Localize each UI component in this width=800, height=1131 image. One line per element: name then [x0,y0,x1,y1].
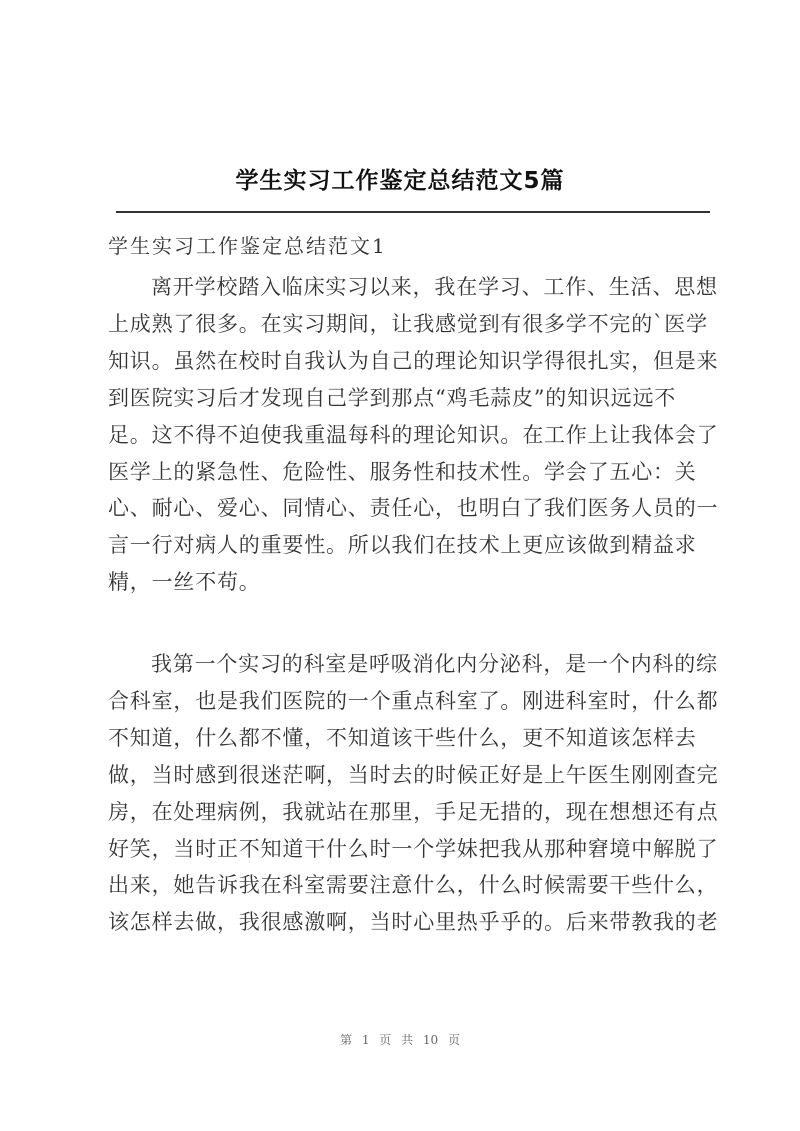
title-divider [116,211,710,213]
paragraph-line: 房，在处理病例，我就站在那里，手足无措的，现在想想还有点 [108,799,719,824]
paragraph-line: 出来，她告诉我在科室需要注意什么，什么时候需要干些什么， [108,873,719,898]
paragraph-line: 离开学校踏入临床实习以来，我在学习、工作、生活、思想 [151,275,718,299]
document-title: 学生实习工作鉴定总结范文5篇 [235,168,565,194]
paragraph-line: 医学上的紧急性、危险性、服务性和技术性。学会了五心：关 [108,459,697,484]
paragraph-line: 合科室，也是我们医院的一个重点科室了。刚进科室时，什么都 [108,688,719,713]
section-heading: 学生实习工作鉴定总结范文1 [108,234,387,258]
paragraph-line: 不知道，什么都不懂，不知道该干些什么，更不知道该怎样去 [108,725,697,750]
paragraph-line: 上成熟了很多。在实习期间，让我感觉到有很多学不完的`医学 [108,311,708,336]
paragraph-line: 我第一个实习的科室是呼吸消化内分泌科，是一个内科的综 [151,652,718,676]
paragraph-line: 知识。虽然在校时自我认为自己的理论知识学得很扎实，但是来 [108,348,719,373]
paragraph-line: 做，当时感到很迷茫啊，当时去的时候正好是上午医生刚刚查完 [108,762,719,787]
paragraph-line: 精，一丝不苟。 [108,570,261,595]
paragraph-line: 心、耐心、爱心、同情心、责任心，也明白了我们医务人员的一 [108,496,719,521]
paragraph-line: 到医院实习后才发现自己学到那点“鸡毛蒜皮”的知识远远不 [108,385,677,410]
paragraph-line: 该怎样去做，我很感激啊，当时心里热乎乎的。后来带教我的老 [108,910,719,935]
paragraph-line: 足。这不得不迫使我重温每科的理论知识。在工作上让我体会了 [108,422,719,447]
page-footer: 第 1 页 共 10 页 [340,1033,460,1047]
paragraph-line: 好笑，当时正不知道干什么时一个学妹把我从那种窘境中解脱了 [108,836,719,861]
paragraph-line: 言一行对病人的重要性。所以我们在技术上更应该做到精益求 [108,533,697,558]
